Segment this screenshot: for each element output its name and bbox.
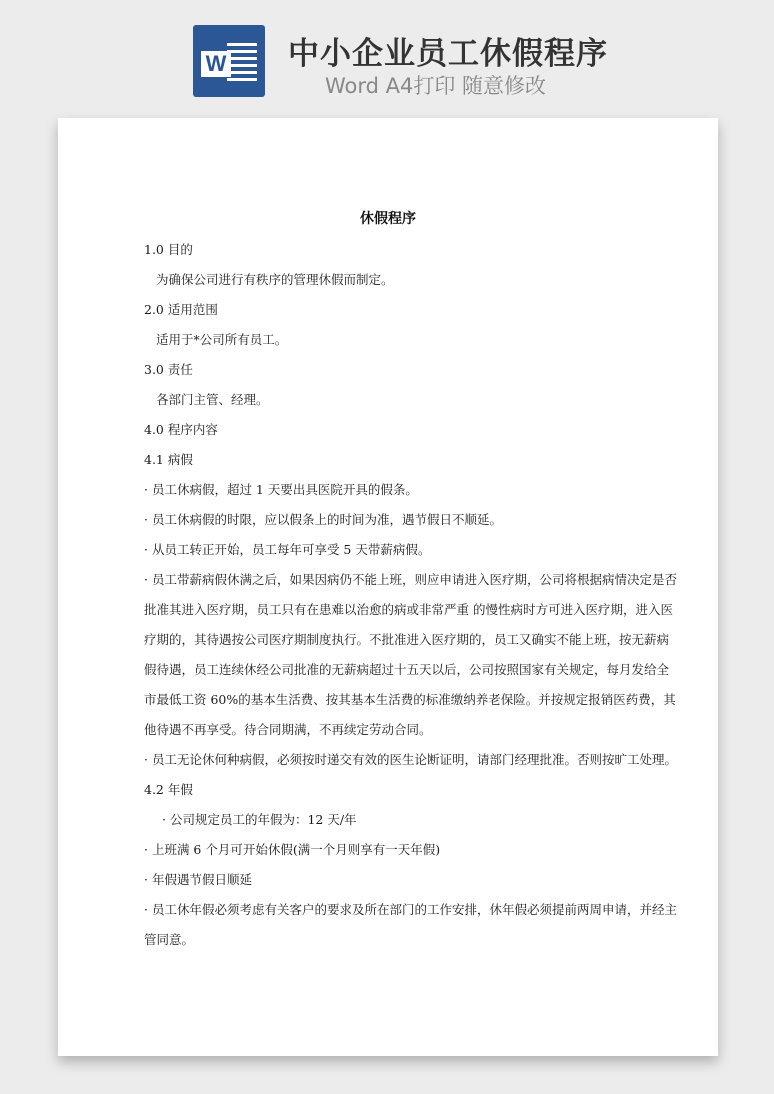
document-title: 休假程序 — [360, 211, 416, 227]
section-heading: 3.0 责任 — [144, 362, 193, 377]
header — [0, 0, 774, 118]
bullet-item: · 从员工转正开始，员工每年可享受 5 天带薪病假。 — [144, 542, 431, 557]
paragraph: 为确保公司进行有秩序的管理休假而制定。 — [156, 272, 394, 287]
section-heading: 4.0 程序内容 — [144, 422, 218, 437]
subsection-heading: 4.2 年假 — [144, 782, 193, 797]
bullet-item: · 员工无论休何种病假，必须按时递交有效的医生论断证明，请部门经理批准。否则按旷工处理。 — [144, 752, 677, 767]
paragraph-line: 假待遇，员工连续休经公司批准的无薪病超过十五天以后，公司按照国家有关规定，每月发给全 — [144, 662, 670, 677]
paragraph-line: 市最低工资 60%的基本生活费、按其基本生活费的标准缴纳养老保险。并按规定报销医药费，其 — [144, 692, 676, 707]
subsection-heading: 4.1 病假 — [144, 452, 193, 467]
page-subtitle: Word A4打印 随意修改 — [325, 74, 547, 98]
section-heading: 2.0 适用范围 — [144, 302, 218, 317]
paragraph-line: 管同意。 — [144, 932, 195, 947]
word-icon: W — [193, 25, 265, 97]
bullet-item: · 年假遇节假日顺延 — [144, 872, 252, 887]
bullet-item: · 公司规定员工的年假为：12 天/年 — [162, 812, 357, 827]
bullet-item: · 员工休年假必须考虑有关客户的要求及所在部门的工作安排，休年假必须提前两周申请，并经主 — [144, 902, 677, 917]
bullet-item: · 员工带薪病假休满之后，如果因病仍不能上班，则应申请进入医疗期，公司将根据病情决定是否 — [144, 572, 677, 587]
page-title: 中小企业员工休假程序 — [288, 36, 608, 72]
paragraph-line: 疗期的，其待遇按公司医疗期制度执行。不批准进入医疗期的，员工又确实不能上班，按无薪病 — [144, 632, 670, 647]
paragraph: 各部门主管、经理。 — [156, 392, 269, 407]
bullet-item: · 员工休病假的时限，应以假条上的时间为准，遇节假日不顺延。 — [144, 512, 502, 527]
paragraph-line: 他待遇不再享受。待合同期满，不再续定劳动合同。 — [144, 722, 432, 737]
paragraph-line: 批准其进入医疗期，员工只有在患难以治愈的病或非常严重 的慢性病时方可进入医疗期，进入医 — [144, 602, 673, 617]
section-heading: 1.0 目的 — [144, 242, 193, 257]
paragraph: 适用于*公司所有员工。 — [156, 332, 288, 347]
bullet-item: · 员工休病假，超过 1 天要出具医院开具的假条。 — [144, 482, 418, 497]
document-page — [58, 118, 718, 1056]
bullet-item: · 上班满 6 个月可开始休假(满一个月则享有一天年假) — [144, 842, 441, 857]
